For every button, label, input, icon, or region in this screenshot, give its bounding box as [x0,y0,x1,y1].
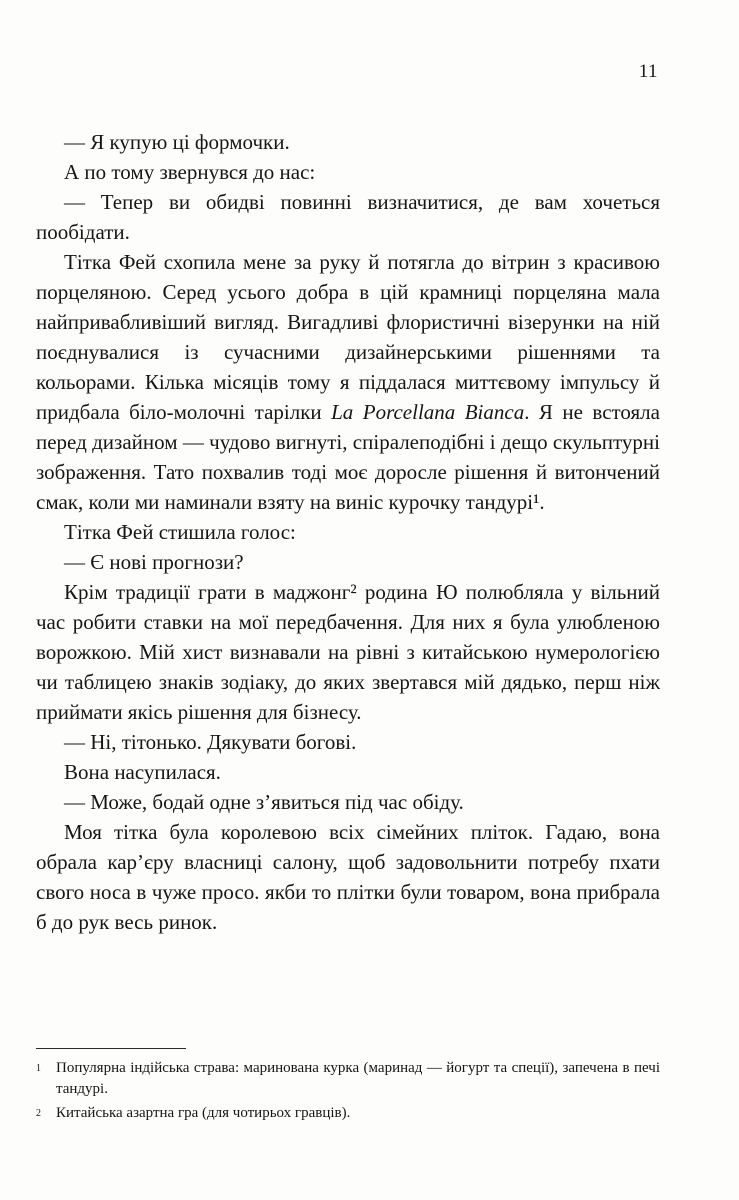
paragraph-dialogue: — Я купую ці формочки. [64,130,290,154]
paragraph: Моя тітка була королевою всіх сімейних пліток. Гадаю, вона обрала кар’єру власниці салону, щоб задовольнити потребу пхати свого носа в чуже просо. якби то плітки були товаром, вона прибрала б до рук весь ринок. [36,820,660,934]
footnote-marker: 2 [36,1108,41,1119]
page-number: 11 [638,61,658,82]
paragraph-segment: . Я не встояла перед дизайном — чудово вигнуті, спіралеподібні і дещо скульптурні зображення. Тато похвалив тоді моє доросле рішення й витончений смак, коли ми наминали взяту на виніс курочку тандурі¹. [36,400,660,514]
paragraph: Вона насупилася. [64,760,221,784]
paragraph-dialogue: — Тепер ви обидві повинні визначитися, де вам хочеться пообідати. [36,190,660,244]
paragraph-dialogue: — Є нові прогнози? [64,550,244,574]
page-text [36,127,660,937]
footnote-text: Популярна індійська страва: маринована курка (маринад — йогурт та спеції), запечена в печі тандурі. [56,1060,660,1097]
footnote-text: Китайська азартна гра (для чотирьох гравців). [56,1105,351,1121]
footnote-marker: 1 [36,1063,41,1074]
paragraph: Крім традиції грати в маджонг² родина Ю полюбляла у вільний час робити ставки на мої передбачення. Для них я була улюбленою ворожкою. Мій хист визнавали на рівні з китайською нумерологією чи таблицею знаків зодіаку, до яких звертався мій дядько, перш ніж приймати якісь рішення для бізнесу. [36,580,660,724]
paragraph: Тітка Фей стишила голос: [64,520,296,544]
footnote [36,1103,660,1124]
paragraph: А по тому звернувся до нас: [64,160,316,184]
paragraph-dialogue: — Може, бодай одне з’явиться під час обіду. [64,790,464,814]
paragraph-segment-italic: La Porcellana Bianca [331,400,525,424]
paragraph-dialogue: — Ні, тітонько. Дякувати богові. [64,730,357,754]
paragraph [36,247,660,517]
footnote-divider [36,1048,186,1049]
paragraph-segment: Тітка Фей схопила мене за руку й потягла до вітрин з красивою порцеляною. Серед усього добра в цій крамниці порцеляна мала найпривабливіший вигляд. Вигадливі флористичні візерунки на ній поєднувалися із сучасними дизайнерськими рішеннями та кольорами. Кілька місяців тому я піддалася миттєвому імпульсу й придбала біло-молочні тарілки [36,250,660,424]
footnote [36,1058,660,1100]
footnotes-section [36,1048,660,1127]
